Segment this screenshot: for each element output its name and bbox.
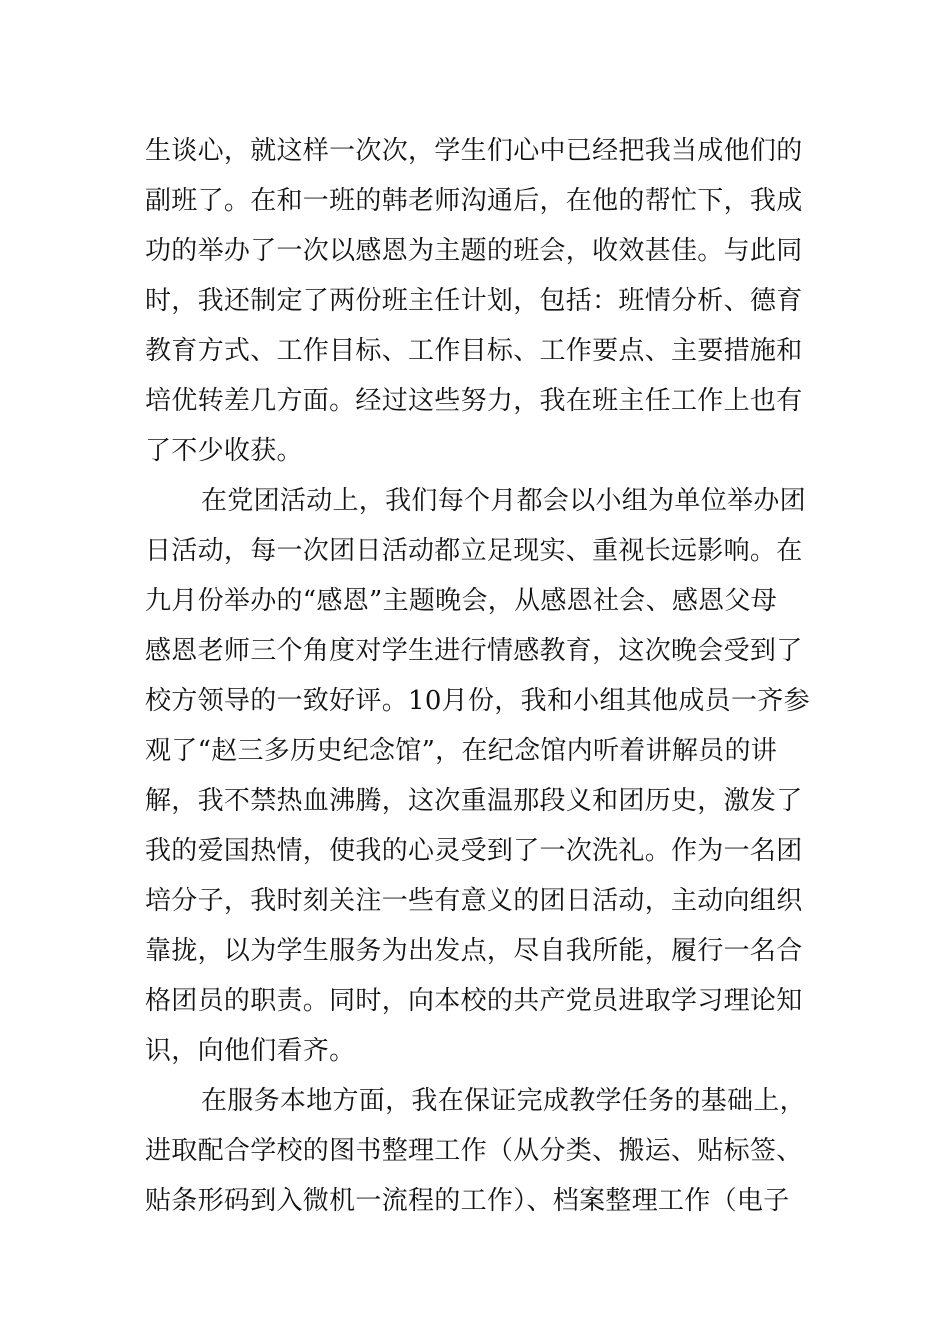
- text-line: 了不少收获。: [145, 436, 303, 466]
- text-line: 校方领导的一致好评。10月份，我和小组其他成员一齐参: [145, 686, 810, 716]
- body-text: [145, 126, 810, 1226]
- text-line: 识，向他们看齐。: [145, 1036, 356, 1066]
- text-line: 培分子，我时刻关注一些有意义的团日活动，主动向组织: [145, 886, 803, 916]
- text-line: 观了“赵三多历史纪念馆”，在纪念馆内听着讲解员的讲: [145, 736, 778, 766]
- paragraph-first-line: 在党团活动上，我们每个月都会以小组为单位举办团: [201, 486, 806, 516]
- text-line: 解，我不禁热血沸腾，这次重温那段义和团历史，激发了: [145, 786, 803, 816]
- text-line: 格团员的职责。同时，向本校的共产党员进取学习理论知: [145, 986, 803, 1016]
- text-line: 靠拢，以为学生服务为出发点，尽自我所能，履行一名合: [145, 936, 803, 966]
- text-line: 感恩老师三个角度对学生进行情感教育，这次晚会受到了: [145, 636, 803, 666]
- text-line: 我的爱国热情，使我的心灵受到了一次洗礼。作为一名团: [145, 836, 803, 866]
- text-line: 贴条形码到入微机一流程的工作）、档案整理工作（电子: [145, 1186, 790, 1216]
- text-line: 培优转差几方面。经过这些努力，我在班主任工作上也有: [145, 386, 803, 416]
- text-line: 生谈心，就这样一次次，学生们心中已经把我当成他们的: [145, 136, 803, 166]
- text-line: 进取配合学校的图书整理工作（从分类、搬运、贴标签、: [145, 1136, 803, 1166]
- text-line: 副班了。在和一班的韩老师沟通后，在他的帮忙下，我成: [145, 186, 803, 216]
- paragraph-first-line: 在服务本地方面，我在保证完成教学任务的基础上，: [201, 1086, 806, 1116]
- text-line: 教育方式、工作目标、工作目标、工作要点、主要措施和: [145, 336, 803, 366]
- text-line: 日活动，每一次团日活动都立足现实、重视长远影响。在: [145, 536, 803, 566]
- text-line: 九月份举办的“感恩”主题晚会，从感恩社会、感恩父母: [145, 586, 778, 616]
- text-line: 时，我还制定了两份班主任计划，包括：班情分析、德育: [145, 286, 803, 316]
- text-line: 功的举办了一次以感恩为主题的班会，收效甚佳。与此同: [145, 236, 803, 266]
